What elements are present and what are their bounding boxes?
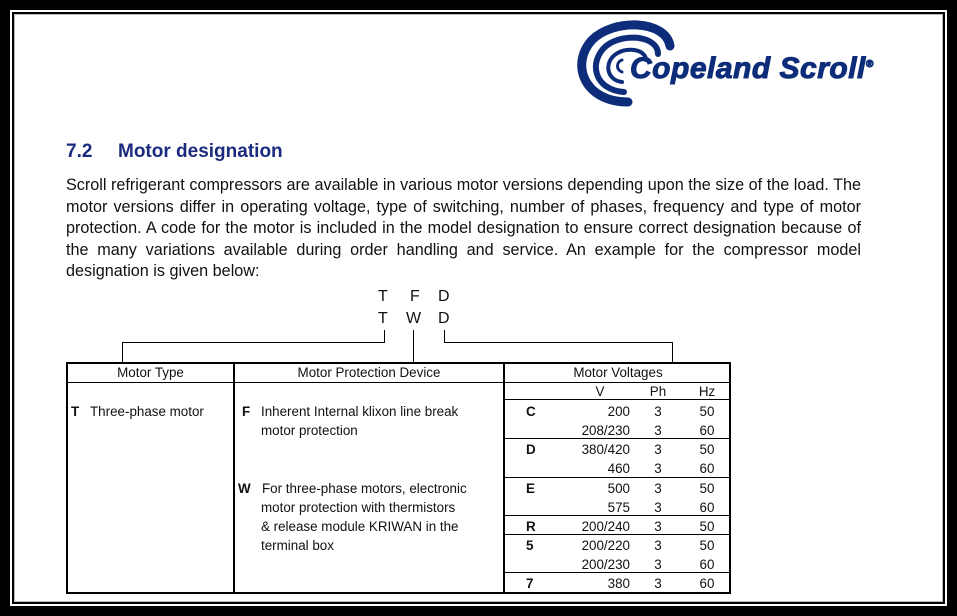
protection-f-line2: motor protection xyxy=(261,423,358,438)
protection-w-line3: & release module KRIWAN in the xyxy=(261,519,459,534)
header-motor-type: Motor Type xyxy=(117,365,184,380)
code-row1-protection: F xyxy=(410,288,420,305)
protection-f-code: F xyxy=(242,404,251,419)
intro-paragraph: Scroll refrigerant compressors are available in various motor versions depending upon the size of the load. The motor versions differ in operating voltage, type of switching, number of phases, frequency and type of motor protection. A code for the motor is included in the model designation to ensure correct designation because of the many variations available during order handling and service. An example for the compressor model designation is given below: xyxy=(66,176,861,281)
voltage-hz: 60 xyxy=(699,576,715,591)
voltage-ph: 3 xyxy=(654,481,662,496)
voltage-v: 200/230 xyxy=(581,557,630,572)
voltage-hz: 50 xyxy=(699,519,715,534)
voltage-v: 208/230 xyxy=(581,423,630,438)
voltage-v: 200 xyxy=(607,404,630,419)
voltage-v: 380 xyxy=(607,576,630,591)
voltage-ph: 3 xyxy=(654,519,662,534)
voltage-code: D xyxy=(526,442,536,457)
voltage-hz: 60 xyxy=(699,557,715,572)
connector-type-down xyxy=(122,342,123,362)
code-row2-protection: W xyxy=(406,310,422,327)
voltage-ph: 3 xyxy=(654,557,662,572)
connector-protection xyxy=(413,330,414,362)
section-number: 7.2 xyxy=(66,141,93,162)
voltage-v: 200/240 xyxy=(581,519,630,534)
connector-voltage-drop xyxy=(444,330,445,342)
voltage-ph: 3 xyxy=(654,461,662,476)
header-protection: Motor Protection Device xyxy=(297,365,441,380)
protection-w-line1: For three-phase motors, electronic xyxy=(262,481,467,496)
voltage-ph: 3 xyxy=(654,442,662,457)
code-row1-voltage: D xyxy=(438,288,450,305)
connector-voltage-down xyxy=(672,342,673,362)
motor-type-code: T xyxy=(71,404,80,419)
voltage-code: 7 xyxy=(526,576,534,591)
section-heading xyxy=(66,141,283,163)
voltage-ph: 3 xyxy=(654,423,662,438)
connector-type-drop xyxy=(384,330,385,342)
voltage-code: C xyxy=(526,404,536,419)
voltage-hz: 50 xyxy=(699,481,715,496)
connector-type-horizontal xyxy=(122,342,385,343)
motor-type-label: Three-phase motor xyxy=(90,404,204,419)
logo-brand: Copeland Scroll xyxy=(630,52,866,85)
code-row2-type: T xyxy=(378,310,388,327)
section-title: Motor designation xyxy=(118,141,283,162)
subheader-ph: Ph xyxy=(649,384,667,399)
voltage-hz: 60 xyxy=(699,423,715,438)
voltage-ph: 3 xyxy=(654,404,662,419)
voltage-hz: 50 xyxy=(699,442,715,457)
voltage-v: 380/420 xyxy=(581,442,630,457)
voltage-ph: 3 xyxy=(654,500,662,515)
subheader-v: V xyxy=(595,384,605,399)
logo-wordmark xyxy=(630,52,874,86)
logo-trademark: ® xyxy=(865,59,874,70)
protection-w-code: W xyxy=(238,481,251,496)
header-voltages: Motor Voltages xyxy=(573,365,663,380)
voltage-v: 500 xyxy=(607,481,630,496)
code-row2-voltage: D xyxy=(438,310,450,327)
voltage-code: 5 xyxy=(526,538,534,553)
protection-w-line4: terminal box xyxy=(261,538,334,553)
voltage-v: 460 xyxy=(607,461,630,476)
protection-w-line2: motor protection with thermistors xyxy=(261,500,456,515)
code-row1-type: T xyxy=(378,288,388,305)
subheader-hz: Hz xyxy=(698,384,716,399)
voltage-hz: 50 xyxy=(699,404,715,419)
connector-voltage-horizontal xyxy=(444,342,672,343)
voltage-ph: 3 xyxy=(654,538,662,553)
voltage-v: 200/220 xyxy=(581,538,630,553)
voltage-v: 575 xyxy=(607,500,630,515)
voltage-hz: 50 xyxy=(699,538,715,553)
voltage-code: E xyxy=(526,481,535,496)
voltage-hz: 60 xyxy=(699,500,715,515)
protection-f-line1: Inherent Internal klixon line break xyxy=(261,404,459,419)
voltage-ph: 3 xyxy=(654,576,662,591)
voltage-hz: 60 xyxy=(699,461,715,476)
voltage-code: R xyxy=(526,519,536,534)
